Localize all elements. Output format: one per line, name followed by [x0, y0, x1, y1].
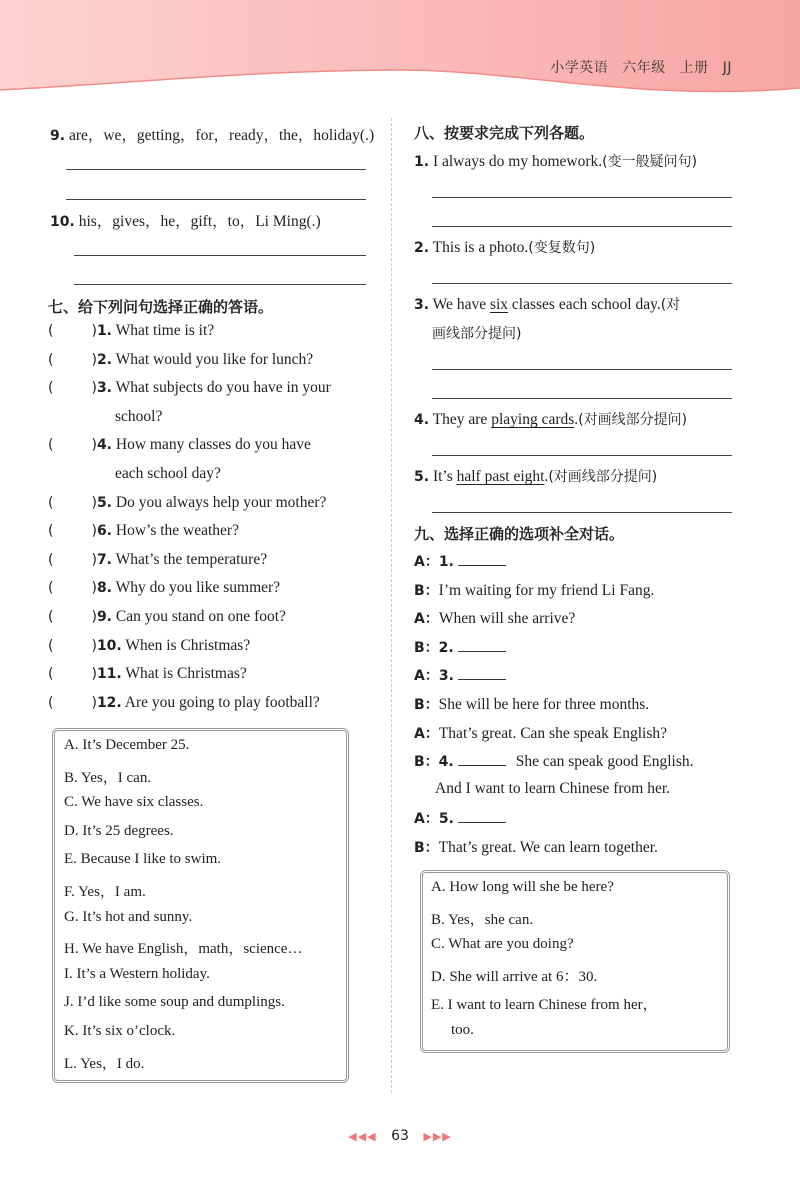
- header-label: [536, 57, 732, 77]
- r-q1-line: [414, 151, 697, 171]
- matching-question: [48, 379, 331, 397]
- dialog-line: [414, 808, 506, 828]
- r-q1-text: I always do my homework.: [432, 153, 603, 170]
- section-8-title: 八、按要求完成下列各题。: [414, 124, 595, 142]
- question-text: How many classes do you have: [115, 436, 311, 454]
- header-wave: [0, 0, 800, 110]
- r-q4-post: .: [574, 411, 579, 428]
- speaker-separator: ：: [424, 639, 439, 656]
- answer-bracket-close: ): [91, 351, 97, 368]
- option-item: too.: [451, 1022, 474, 1038]
- section-9-title: 九、选择正确的选项补全对话。: [414, 525, 625, 543]
- matching-question: [48, 436, 311, 454]
- answer-bracket-close: ): [91, 609, 97, 625]
- option-item: E. I want to learn Chinese from her，: [431, 997, 658, 1014]
- answer-bracket-close: ): [91, 551, 97, 568]
- question-number: 6.: [96, 523, 112, 540]
- question-text: What would you like for lunch?: [115, 350, 314, 368]
- option-item: K. It’s six o’clock.: [64, 1023, 176, 1039]
- r-q3-post: classes each school day.: [508, 296, 661, 313]
- speaker-separator: ：: [424, 725, 439, 742]
- question-number: 2.: [96, 351, 112, 368]
- q10-number: 10.: [50, 214, 75, 230]
- question-text: Why do you like summer?: [115, 579, 281, 597]
- blank-number: 3.: [438, 668, 454, 685]
- answer-bracket-open[interactable]: (: [48, 637, 54, 654]
- dialog-line: [435, 780, 670, 798]
- speaker-separator: ：: [424, 582, 439, 599]
- answer-line[interactable]: [432, 369, 732, 370]
- matching-question: [48, 637, 250, 655]
- blank-number: 5.: [438, 811, 454, 828]
- speaker-separator: ：: [424, 668, 439, 685]
- answer-bracket-open[interactable]: (: [48, 694, 54, 711]
- speaker-label: A: [414, 725, 425, 742]
- answer-blank[interactable]: [458, 665, 506, 680]
- option-item: B. Yes，I can.: [64, 769, 152, 786]
- option-item: D. She will arrive at 6：30.: [431, 968, 598, 985]
- blank-number: 4.: [438, 754, 454, 771]
- r-q2-number: 2.: [414, 240, 430, 256]
- next-arrows-icon: ▶▶▶: [423, 1130, 452, 1143]
- r-q2-requirement: (变复数句): [528, 240, 596, 256]
- r-q3-underlined: six: [489, 296, 509, 313]
- answer-line[interactable]: [432, 197, 732, 198]
- speaker-separator: ：: [424, 611, 439, 628]
- header-edition: JJ: [722, 60, 732, 76]
- page-number: 63: [391, 1128, 409, 1144]
- dialog-text: That’s great. We can learn together.: [438, 839, 658, 856]
- r-q2-line: [414, 237, 595, 257]
- question-number: 9.: [96, 609, 112, 625]
- answer-blank[interactable]: [458, 751, 506, 766]
- r-q3-number: 3.: [414, 297, 430, 313]
- header-grade: 六年级: [622, 60, 666, 76]
- option-item: F. Yes，I am.: [64, 884, 146, 900]
- question-text: What subjects do you have in your: [115, 379, 331, 397]
- question-text: How’s the weather?: [115, 522, 239, 540]
- answer-bracket-open[interactable]: (: [48, 523, 54, 540]
- dialog-line: [414, 837, 658, 857]
- answer-bracket-close: ): [91, 323, 97, 339]
- dialog-line: [414, 551, 506, 571]
- r-q5-pre: It’s: [432, 468, 457, 485]
- question-text: What is Christmas?: [125, 665, 247, 683]
- r-q5-post: .: [544, 468, 549, 485]
- blank-number: 2.: [438, 639, 454, 656]
- matching-question: [48, 351, 313, 369]
- question-number: 8.: [96, 580, 112, 597]
- question-text-continued: school?: [115, 407, 163, 425]
- dialog-text: I’m waiting for my friend Li Fang.: [438, 581, 655, 599]
- header-volume: 上册: [679, 60, 709, 76]
- question-text: What time is it?: [115, 322, 215, 339]
- question-text-continued: each school day?: [115, 465, 221, 482]
- matching-question: [48, 608, 286, 626]
- speaker-separator: ：: [424, 754, 439, 771]
- r-q5-requirement: (对画线部分提问): [548, 469, 658, 485]
- answer-bracket-open[interactable]: (: [48, 551, 54, 568]
- r-q4-underlined: playing cards: [491, 411, 575, 428]
- speaker-separator: ：: [424, 811, 439, 828]
- r-q5-underlined: half past eight: [456, 468, 545, 485]
- options-box-7: [52, 728, 349, 1083]
- question-text: Do you always help your mother?: [115, 493, 327, 511]
- speaker-separator: ：: [424, 697, 439, 713]
- column-divider: [391, 118, 392, 1093]
- question-number: 5.: [96, 494, 112, 511]
- question-number: 4.: [96, 437, 112, 454]
- answer-bracket-open[interactable]: (: [48, 380, 54, 397]
- answer-bracket-open[interactable]: (: [48, 351, 54, 368]
- q9-line: [50, 123, 374, 145]
- speaker-separator: ：: [424, 554, 439, 570]
- question-number: 1.: [96, 323, 112, 339]
- r-q5-number: 5.: [414, 469, 430, 485]
- answer-bracket-close: ): [91, 580, 97, 597]
- answer-blank[interactable]: [458, 637, 506, 652]
- answer-line[interactable]: [74, 284, 366, 285]
- page-header: [0, 0, 800, 110]
- answer-bracket-open[interactable]: (: [48, 609, 54, 625]
- question-number: 12.: [96, 694, 122, 711]
- answer-line[interactable]: [74, 255, 366, 256]
- answer-line[interactable]: [432, 455, 732, 456]
- dialog-text: And I want to learn Chinese from her.: [435, 779, 671, 797]
- answer-line[interactable]: [66, 199, 366, 200]
- answer-line[interactable]: [66, 169, 366, 170]
- question-number: 11.: [96, 666, 122, 683]
- option-item: B. Yes，she can.: [431, 911, 534, 928]
- q10-line: [50, 209, 321, 231]
- matching-question: [48, 522, 239, 540]
- option-item: H. We have English，math，science…: [64, 941, 303, 958]
- option-item: A. How long will she be here?: [431, 879, 614, 895]
- answer-bracket-close: ): [91, 666, 97, 683]
- answer-bracket-close: ): [91, 437, 97, 454]
- q10-text: his，gives，he，gift，to，Li Ming(.): [78, 213, 321, 230]
- answer-bracket-open[interactable]: (: [48, 323, 54, 339]
- answer-bracket-close: ): [91, 494, 97, 511]
- answer-blank[interactable]: [458, 551, 506, 566]
- dialog-line: [414, 723, 667, 743]
- r-q4-line: [414, 409, 687, 429]
- dialog-line: [414, 580, 654, 600]
- header-subject: 小学英语: [550, 60, 609, 76]
- r-q4-requirement: (对画线部分提问): [578, 412, 688, 428]
- matching-question: [48, 551, 267, 569]
- dialog-text: She can speak good English.: [515, 753, 694, 771]
- option-item: J. I’d like some soup and dumplings.: [64, 994, 285, 1011]
- dialog-text: When will she arrive?: [438, 610, 576, 628]
- option-item: I. It’s a Western holiday.: [64, 965, 210, 982]
- question-text: What’s the temperature?: [115, 550, 268, 568]
- prev-arrows-icon: ◀◀◀: [348, 1130, 377, 1143]
- speaker-label: A: [414, 811, 425, 828]
- dialog-line: [414, 608, 575, 628]
- speaker-separator: ：: [424, 840, 439, 856]
- question-number: 3.: [96, 380, 112, 397]
- speaker-label: A: [414, 611, 425, 628]
- speaker-label: B: [414, 697, 425, 713]
- speaker-label: B: [414, 639, 425, 656]
- r-q3-pre: We have: [432, 296, 490, 313]
- r-q5-line: [414, 466, 657, 486]
- dialog-text: She will be here for three months.: [438, 696, 650, 713]
- question-text: Can you stand on one foot?: [115, 608, 286, 625]
- q9-text: are，we，getting，for，ready，the，holiday(.): [68, 127, 375, 144]
- answer-bracket-open[interactable]: (: [48, 494, 54, 511]
- option-item: G. It’s hot and sunny.: [64, 908, 193, 925]
- answer-bracket-close: ): [91, 637, 97, 654]
- blank-number: 1.: [438, 554, 454, 570]
- matching-question: [48, 665, 247, 683]
- question-number: 7.: [96, 551, 112, 568]
- r-q3-requirement-b: 画线部分提问): [432, 326, 522, 342]
- r-q3-line: [414, 294, 680, 314]
- dialog-line: [414, 637, 506, 657]
- answer-line[interactable]: [432, 283, 732, 284]
- r-q4-number: 4.: [414, 412, 430, 428]
- answer-line[interactable]: [432, 226, 732, 227]
- speaker-label: A: [414, 554, 425, 570]
- question-text: When is Christmas?: [125, 636, 251, 654]
- question-number: 10.: [96, 637, 122, 654]
- option-item: C. We have six classes.: [64, 794, 204, 811]
- speaker-label: A: [414, 668, 425, 685]
- matching-question: [48, 322, 214, 340]
- matching-question: [48, 494, 326, 512]
- speaker-label: B: [414, 840, 425, 856]
- r-q4-pre: They are: [432, 411, 492, 428]
- q9-number: 9.: [50, 128, 66, 144]
- matching-question: [48, 694, 320, 712]
- section-7-title: 七、给下列问句选择正确的答语。: [48, 298, 274, 316]
- dialog-line: [414, 751, 694, 771]
- speaker-label: B: [414, 582, 425, 599]
- r-q1-number: 1.: [414, 154, 430, 170]
- answer-blank[interactable]: [458, 808, 506, 823]
- answer-bracket-close: ): [91, 523, 97, 540]
- option-item: D. It’s 25 degrees.: [64, 822, 174, 839]
- answer-bracket-open[interactable]: (: [48, 437, 54, 454]
- answer-bracket-open[interactable]: (: [48, 580, 54, 597]
- options-box-9: [420, 870, 730, 1053]
- page-footer: [0, 1128, 800, 1144]
- dialog-line: [414, 665, 506, 685]
- answer-bracket-close: ): [91, 694, 97, 711]
- question-text: Are you going to play football?: [124, 693, 320, 711]
- option-item: L. Yes，I do.: [64, 1055, 145, 1072]
- answer-line[interactable]: [432, 512, 732, 513]
- answer-bracket-open[interactable]: (: [48, 666, 54, 683]
- answer-bracket-close: ): [91, 380, 97, 397]
- dialog-text: That’s great. Can she speak English?: [438, 724, 667, 742]
- matching-question: [48, 579, 280, 597]
- speaker-label: B: [414, 754, 425, 771]
- answer-line[interactable]: [432, 398, 732, 399]
- dialog-line: [414, 694, 649, 714]
- r-q2-text: This is a photo.: [432, 239, 529, 256]
- option-item: E. Because I like to swim.: [64, 851, 222, 868]
- option-item: A. It’s December 25.: [64, 737, 190, 753]
- r-q1-requirement: (变一般疑问句): [602, 154, 698, 170]
- option-item: C. What are you doing?: [431, 936, 574, 953]
- r-q3-requirement-a: (对: [660, 297, 681, 313]
